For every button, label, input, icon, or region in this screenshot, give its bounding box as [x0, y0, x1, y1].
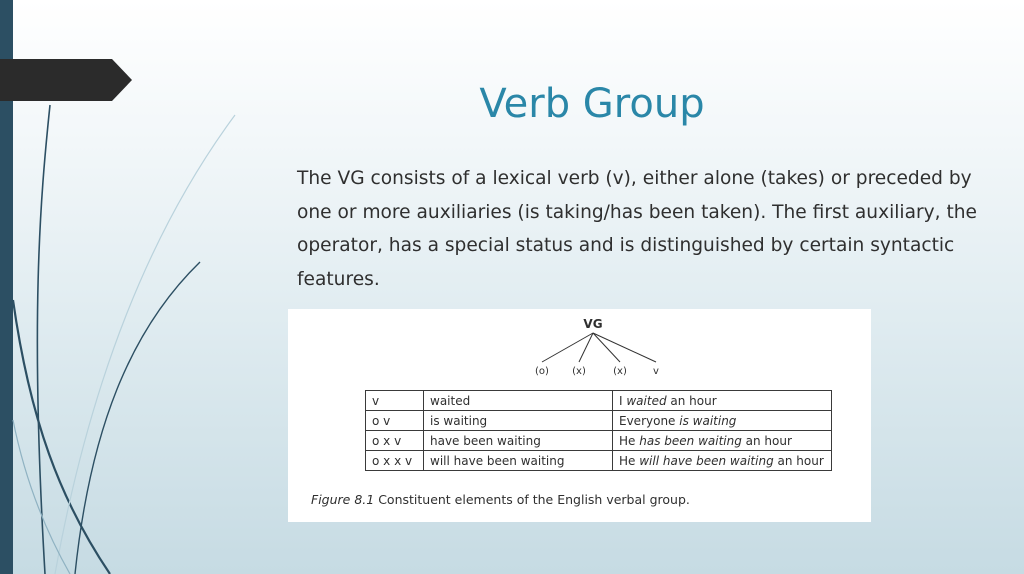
example-segment: will have been waiting [639, 453, 774, 468]
curve-line [37, 105, 50, 574]
figure-image [288, 309, 871, 522]
example-segment: an hour [666, 393, 717, 408]
table-row [366, 411, 832, 431]
form-cell: is waiting [424, 411, 613, 431]
pattern-cell: o x x v [366, 451, 424, 471]
example-segment: I [619, 393, 627, 408]
form-cell: will have been waiting [424, 451, 613, 471]
example-segment: is waiting [679, 413, 737, 428]
pattern-cell: o v [366, 411, 424, 431]
figure-caption [311, 492, 690, 507]
example-cell [613, 431, 832, 451]
body-paragraph: The VG consists of a lexical verb (v), either alone (takes) or preceded by one or more auxiliaries (is taking/has been taken). The first auxiliary, the operator, has a special status and is distinguished by certain syntactic features. [297, 168, 977, 290]
caption-label: Figure 8.1 [311, 492, 375, 507]
slide-title: Verb Group [479, 80, 705, 127]
table-row [366, 451, 832, 471]
tree-leaf-x: (x) [613, 366, 627, 377]
vg-tree-diagram [288, 309, 871, 389]
form-cell: have been waiting [424, 431, 613, 451]
example-segment: Everyone [619, 413, 680, 428]
curve-line [55, 115, 235, 574]
caption-text: Constituent elements of the English verbal group. [378, 492, 690, 507]
example-segment: He [619, 433, 640, 448]
example-segment: an hour [773, 453, 824, 468]
curve-line [13, 420, 70, 574]
example-cell [613, 451, 832, 471]
curve-line [75, 262, 200, 574]
example-cell [613, 391, 832, 411]
tree-branch [593, 333, 620, 362]
tree-root-label: VG [583, 317, 603, 331]
tree-branch [542, 333, 593, 362]
pattern-cell: o x v [366, 431, 424, 451]
tree-branch [593, 333, 656, 362]
example-segment: He [619, 453, 640, 468]
pattern-cell: v [366, 391, 424, 411]
table-row [366, 431, 832, 451]
form-cell: waited [424, 391, 613, 411]
example-cell [613, 411, 832, 431]
example-segment: an hour [741, 433, 792, 448]
curve-line [13, 300, 110, 574]
tree-leaf-v: v [653, 366, 659, 377]
tree-leaf-x: (x) [572, 366, 586, 377]
table-row [366, 391, 832, 411]
example-segment: has been waiting [639, 433, 742, 448]
verb-group-table [365, 390, 832, 471]
example-segment: waited [626, 393, 667, 408]
tree-leaf-o: (o) [535, 366, 549, 377]
